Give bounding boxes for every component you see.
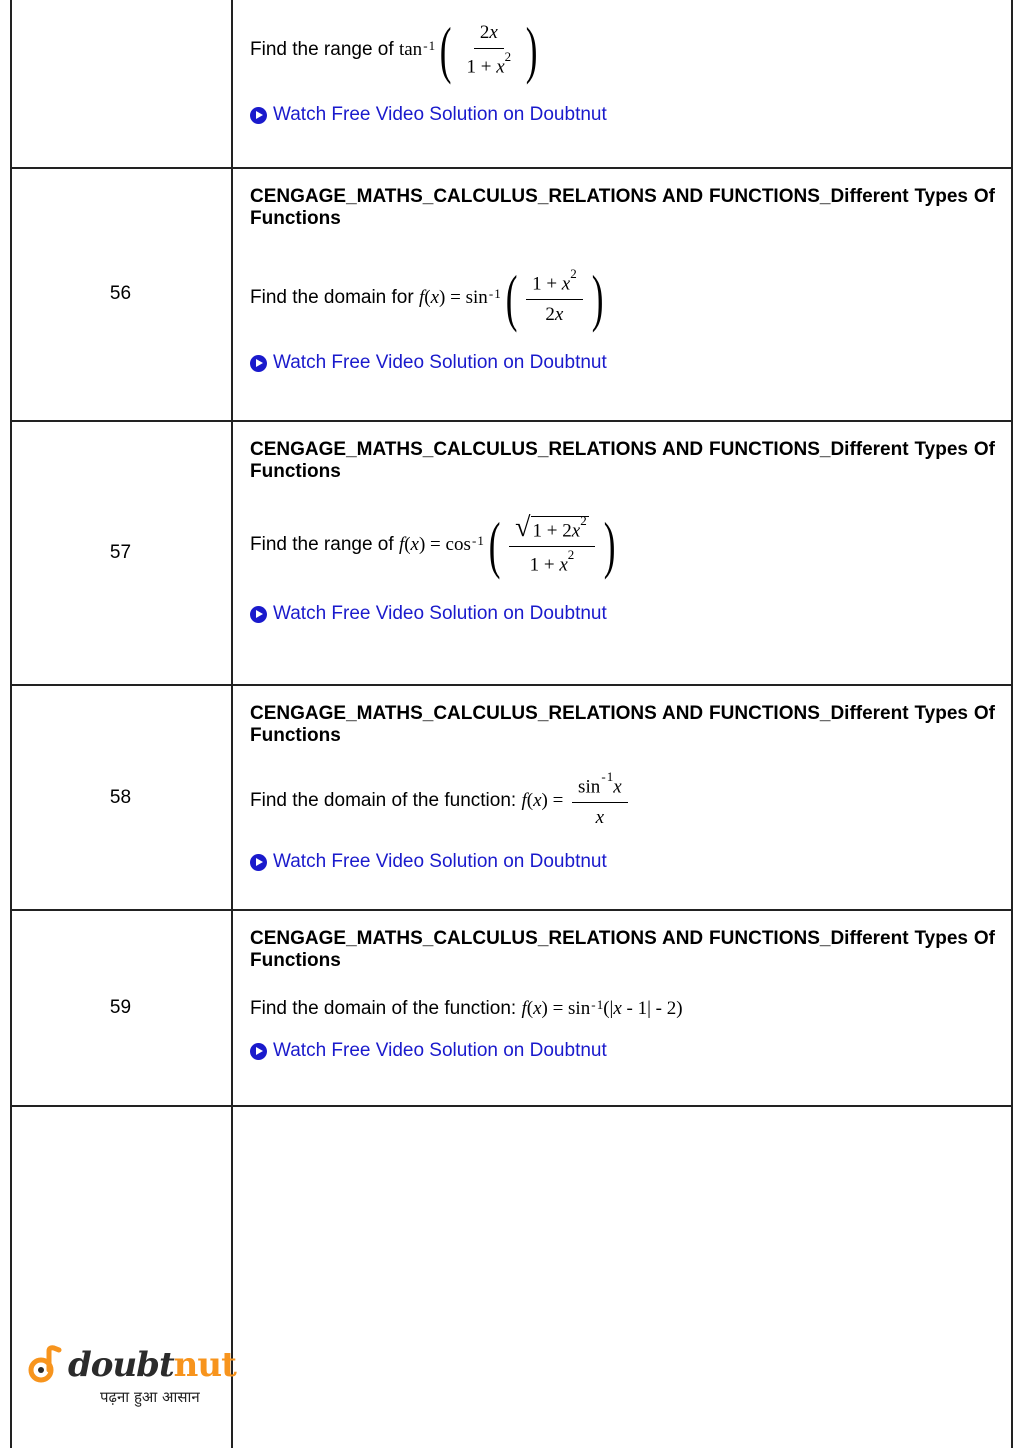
question-heading: CENGAGE_MATHS_CALCULUS_RELATIONS AND FUNCTIONS_Different Types Of Functions [250, 439, 995, 482]
row-divider [10, 684, 1013, 686]
question-text [250, 262, 995, 333]
question-cell [250, 186, 995, 374]
watch-video-link[interactable] [250, 352, 995, 374]
row-divider [10, 167, 1013, 169]
logo-tagline: पढ़ना हुआ आसान [100, 1388, 200, 1406]
question-heading: CENGAGE_MATHS_CALCULUS_RELATIONS AND FUNCTIONS_Different Types Of Functions [250, 186, 995, 229]
play-icon [250, 355, 267, 372]
watch-video-link[interactable] [250, 104, 995, 126]
watch-video-link[interactable] [250, 1040, 995, 1062]
question-number: 57 [109, 542, 132, 563]
watch-video-label: Watch Free Video Solution on Doubtnut [273, 104, 607, 125]
question-label: Find the domain of the function: [250, 998, 522, 1019]
math-expression: f ( x ) = sin - 1 (| x - 1| - 2) [521, 997, 683, 1019]
question-cell [250, 439, 995, 625]
row-divider [10, 1105, 1013, 1107]
watch-video-link[interactable] [250, 851, 995, 873]
question-label: Find the range of [250, 534, 399, 555]
row-divider [10, 909, 1013, 911]
question-cell [250, 928, 995, 1062]
question-text [250, 769, 995, 829]
watch-video-label: Watch Free Video Solution on Doubtnut [273, 603, 607, 624]
math-expression: tan - 1 ( $\frac{2x}{1 + x^2}$ ) [398, 14, 538, 85]
play-icon [250, 107, 267, 124]
question-cell [250, 14, 995, 126]
watch-video-label: Watch Free Video Solution on Doubtnut [273, 352, 607, 373]
question-text [250, 998, 995, 1020]
math-expression: f ( x ) = sin - 1 ( $\frac{1 + x^2}{2x}$ ) [418, 262, 604, 333]
logo-wordmark: doubtnut [68, 1345, 236, 1385]
row-divider [10, 420, 1013, 422]
question-heading: CENGAGE_MATHS_CALCULUS_RELATIONS AND FUNCTIONS_Different Types Of Functions [250, 703, 995, 746]
question-label: Find the range of [250, 39, 399, 60]
play-icon [250, 606, 267, 623]
question-number: 59 [109, 997, 132, 1018]
question-text [250, 509, 995, 580]
question-heading: CENGAGE_MATHS_CALCULUS_RELATIONS AND FUNCTIONS_Different Types Of Functions [250, 928, 995, 971]
question-number: 56 [109, 283, 132, 304]
watch-video-label: Watch Free Video Solution on Doubtnut [273, 851, 607, 873]
watch-video-label: Watch Free Video Solution on Doubtnut [273, 1040, 607, 1061]
question-label: Find the domain of the function: [250, 790, 522, 812]
math-expression: f ( x ) = $\frac{\sin ^{- 1}x}{x}$ [521, 773, 631, 829]
play-icon [250, 854, 267, 871]
doubtnut-logo-icon [28, 1345, 64, 1385]
question-text [250, 14, 995, 85]
play-icon [250, 1043, 267, 1060]
watch-video-link[interactable] [250, 603, 995, 625]
question-label: Find the domain for [250, 287, 419, 308]
question-cell [250, 703, 995, 873]
math-expression: f ( x ) = cos - 1 ( √ $1 + 2x^2$ $1 + x^2$ ) [398, 509, 616, 580]
doubtnut-logo [28, 1345, 236, 1415]
question-number: 58 [109, 787, 132, 808]
column-divider [231, 0, 233, 1448]
